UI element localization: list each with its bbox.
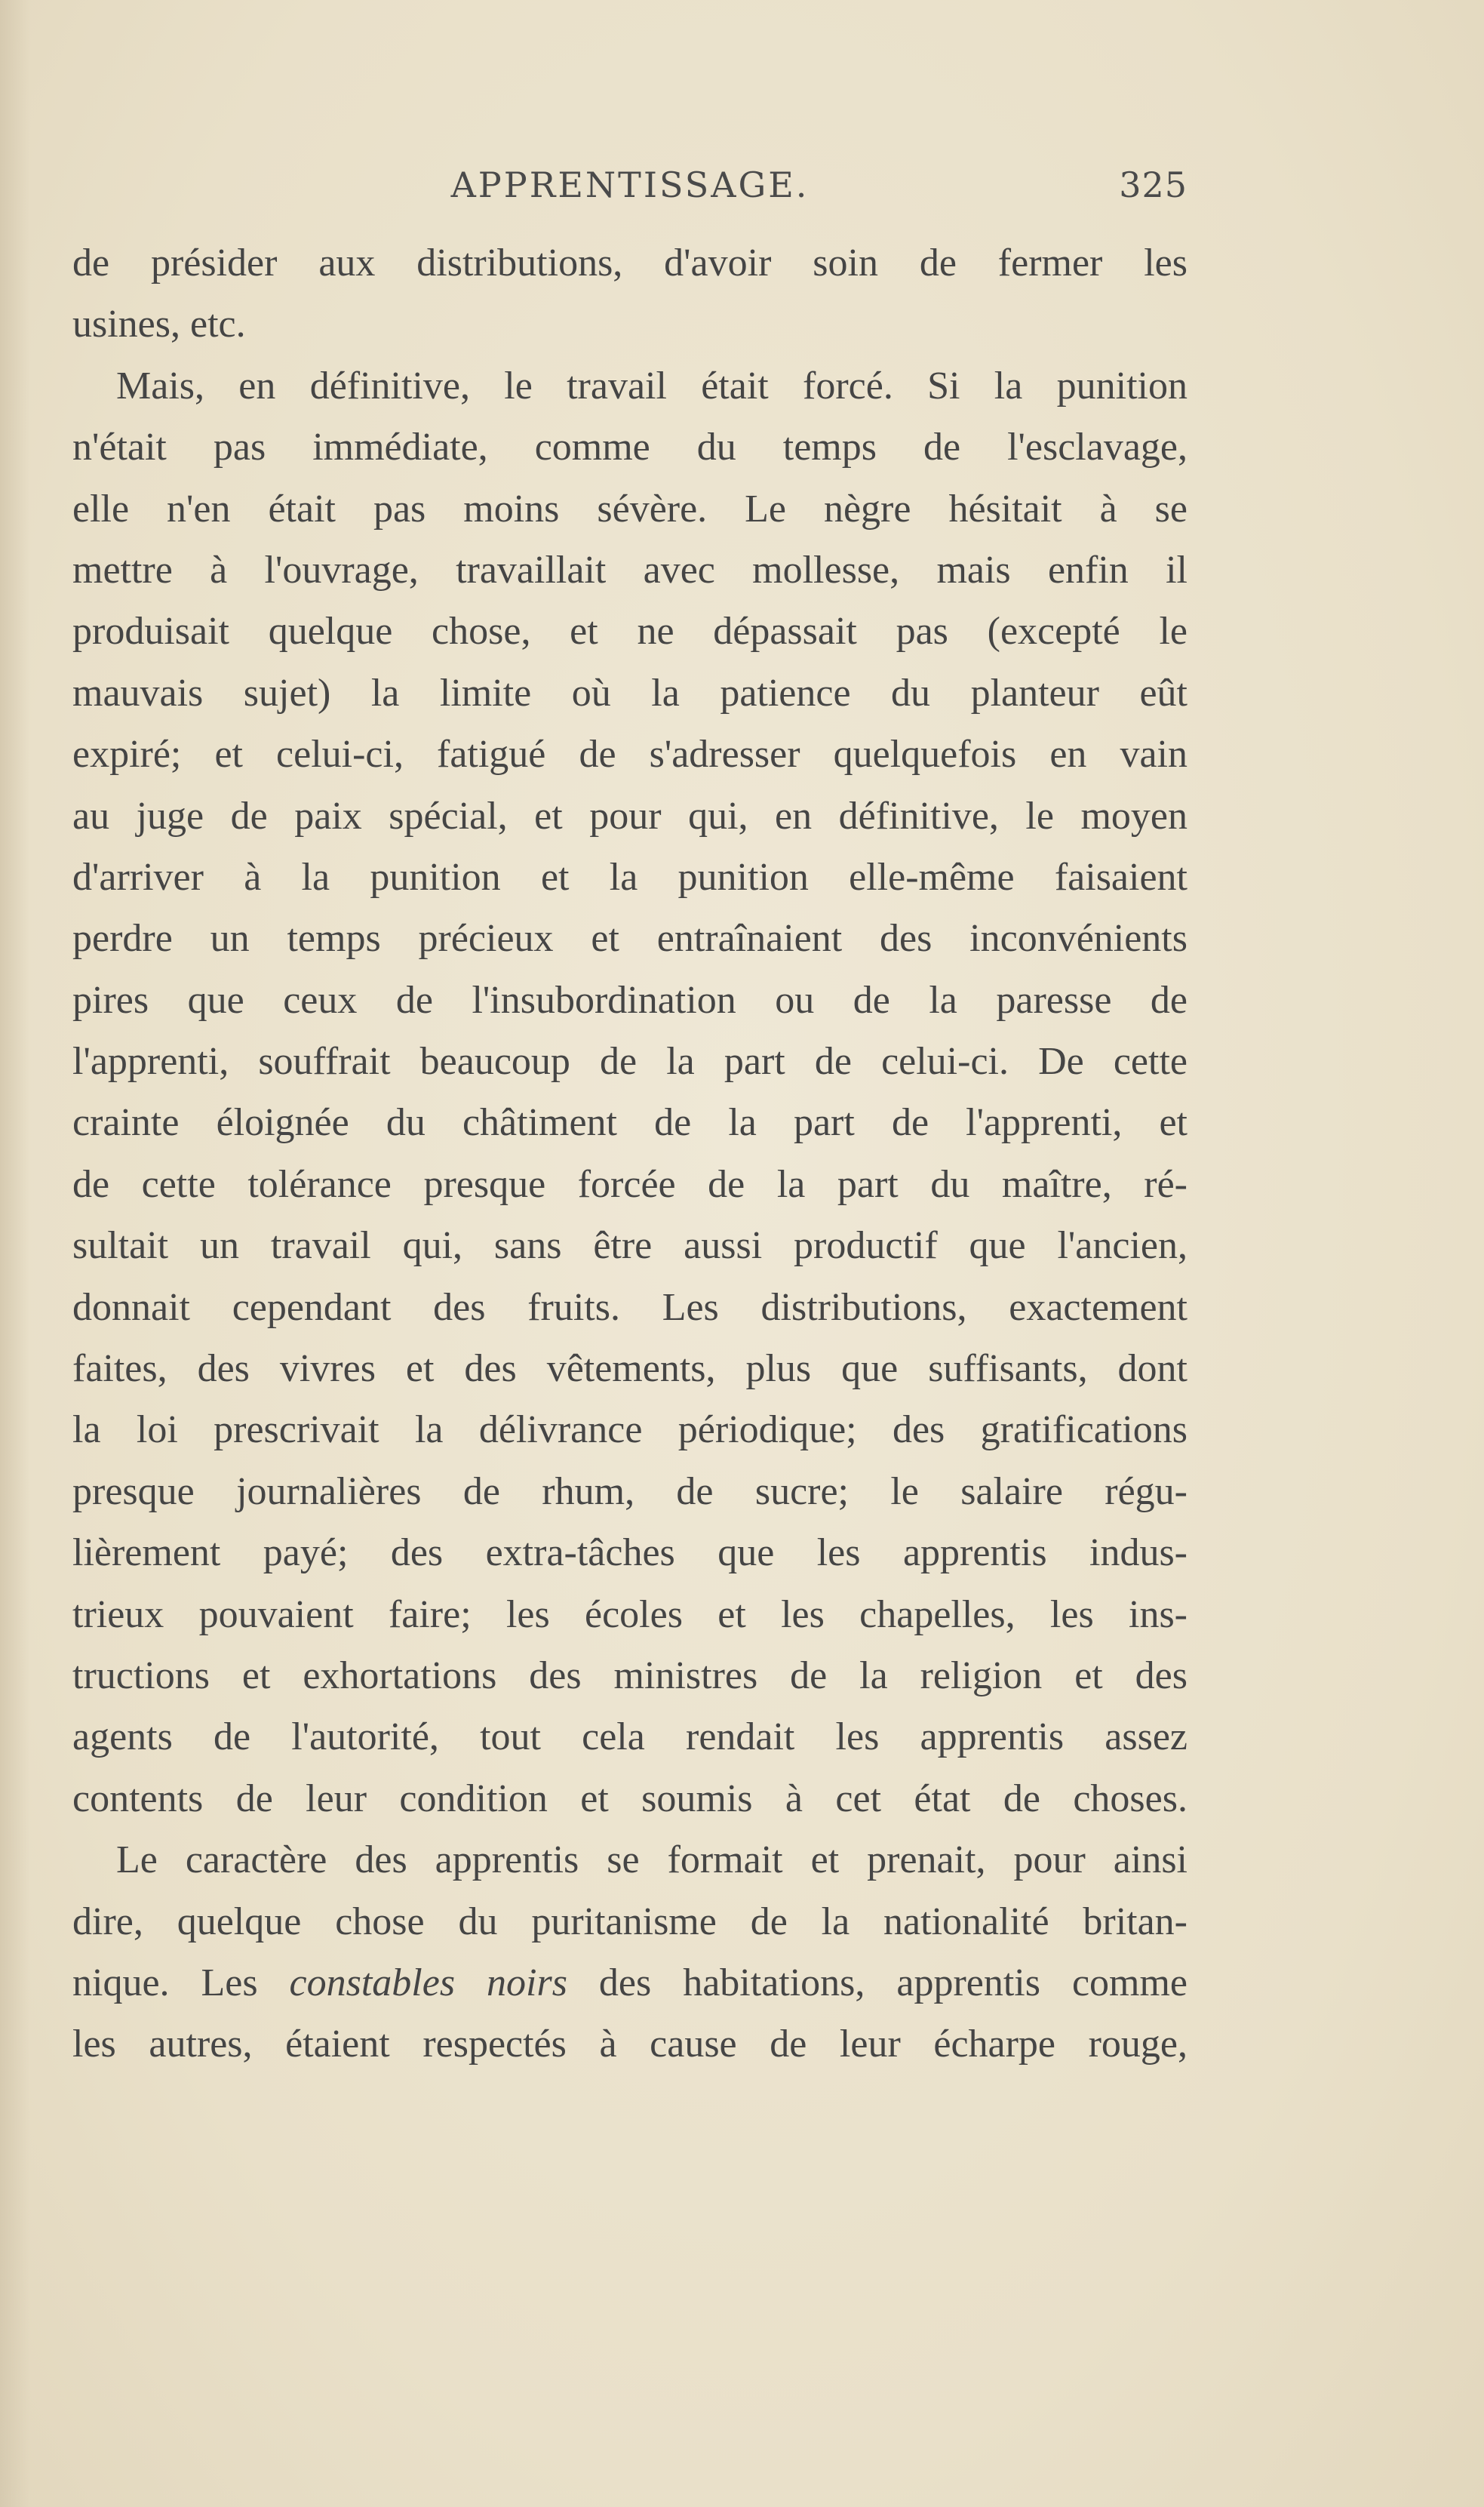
text-line: les autres, étaient respectés à cause de leur écharpe rouge, bbox=[72, 2023, 1188, 2066]
text-line: de cette tolérance presque forcée de la part du maître, ré- bbox=[72, 1162, 1188, 1206]
text-segment: nique. Les bbox=[72, 1961, 290, 2004]
text-line: mettre à l'ouvrage, travaillait avec mollesse, mais enfin il bbox=[72, 548, 1188, 592]
italic-term: constables noirs bbox=[289, 1961, 567, 2004]
text-line: expiré; et celui-ci, fatigué de s'adresser quelquefois en vain bbox=[72, 733, 1188, 777]
text-line: produisait quelque chose, et ne dépassait pas (excepté le bbox=[72, 610, 1188, 654]
text-line: presque journalières de rhum, de sucre; le salaire régu- bbox=[72, 1469, 1188, 1513]
spine-shadow bbox=[0, 0, 30, 2507]
text-line: dire, quelque chose du puritanisme de la nationalité britan- bbox=[72, 1899, 1188, 1943]
text-line: mauvais sujet) la limite où la patience du planteur eût bbox=[72, 671, 1188, 715]
text-line: n'était pas immédiate, comme du temps de l'esclavage, bbox=[72, 426, 1188, 469]
text-line: faites, des vivres et des vêtements, plus que suffisants, dont bbox=[72, 1347, 1188, 1391]
text-line-with-italic bbox=[72, 1952, 1188, 2013]
running-title: APPRENTISSAGE. bbox=[450, 165, 810, 205]
text-line: au juge de paix spécial, et pour qui, en définitive, le moyen bbox=[72, 794, 1188, 838]
body-text bbox=[72, 232, 1188, 2075]
text-line: usines, etc. bbox=[72, 303, 246, 346]
text-line: sultait un travail qui, sans être aussi productif que l'ancien, bbox=[72, 1224, 1188, 1268]
text-line: Mais, en définitive, le travail était forcé. Si la punition bbox=[116, 364, 1188, 408]
text-line: agents de l'autorité, tout cela rendait les apprentis assez bbox=[72, 1715, 1188, 1759]
text-line: Le caractère des apprentis se formait et prenait, pour ainsi bbox=[116, 1838, 1188, 1882]
text-line: contents de leur condition et soumis à cet état de choses. bbox=[72, 1776, 1188, 1820]
text-line: la loi prescrivait la délivrance périodique; des gratifications bbox=[72, 1408, 1188, 1452]
text-line: tructions et exhortations des ministres de la religion et des bbox=[72, 1653, 1188, 1697]
text-line: elle n'en était pas moins sévère. Le nègre hésitait à se bbox=[72, 487, 1188, 531]
text-line: trieux pouvaient faire; les écoles et les chapelles, les ins- bbox=[72, 1592, 1188, 1636]
text-line: crainte éloignée du châtiment de la part de l'apprenti, et bbox=[72, 1101, 1188, 1145]
text-line: de présider aux distributions, d'avoir soin de fermer les bbox=[72, 241, 1188, 285]
text-line: d'arriver à la punition et la punition elle-même faisaient bbox=[72, 855, 1188, 899]
text-line: pires que ceux de l'insubordination ou de la paresse de bbox=[72, 978, 1188, 1022]
text-line: lièrement payé; des extra-tâches que les apprentis indus- bbox=[72, 1531, 1188, 1575]
text-line: l'apprenti, souffrait beaucoup de la part de celui-ci. De cette bbox=[72, 1040, 1188, 1084]
text-segment: des habitations, apprentis comme bbox=[567, 1961, 1188, 2004]
page-number: 325 bbox=[1119, 165, 1188, 205]
text-line: perdre un temps précieux et entraînaient des inconvénients bbox=[72, 917, 1188, 961]
text-line: donnait cependant des fruits. Les distributions, exactement bbox=[72, 1285, 1188, 1329]
running-head bbox=[72, 165, 1188, 217]
